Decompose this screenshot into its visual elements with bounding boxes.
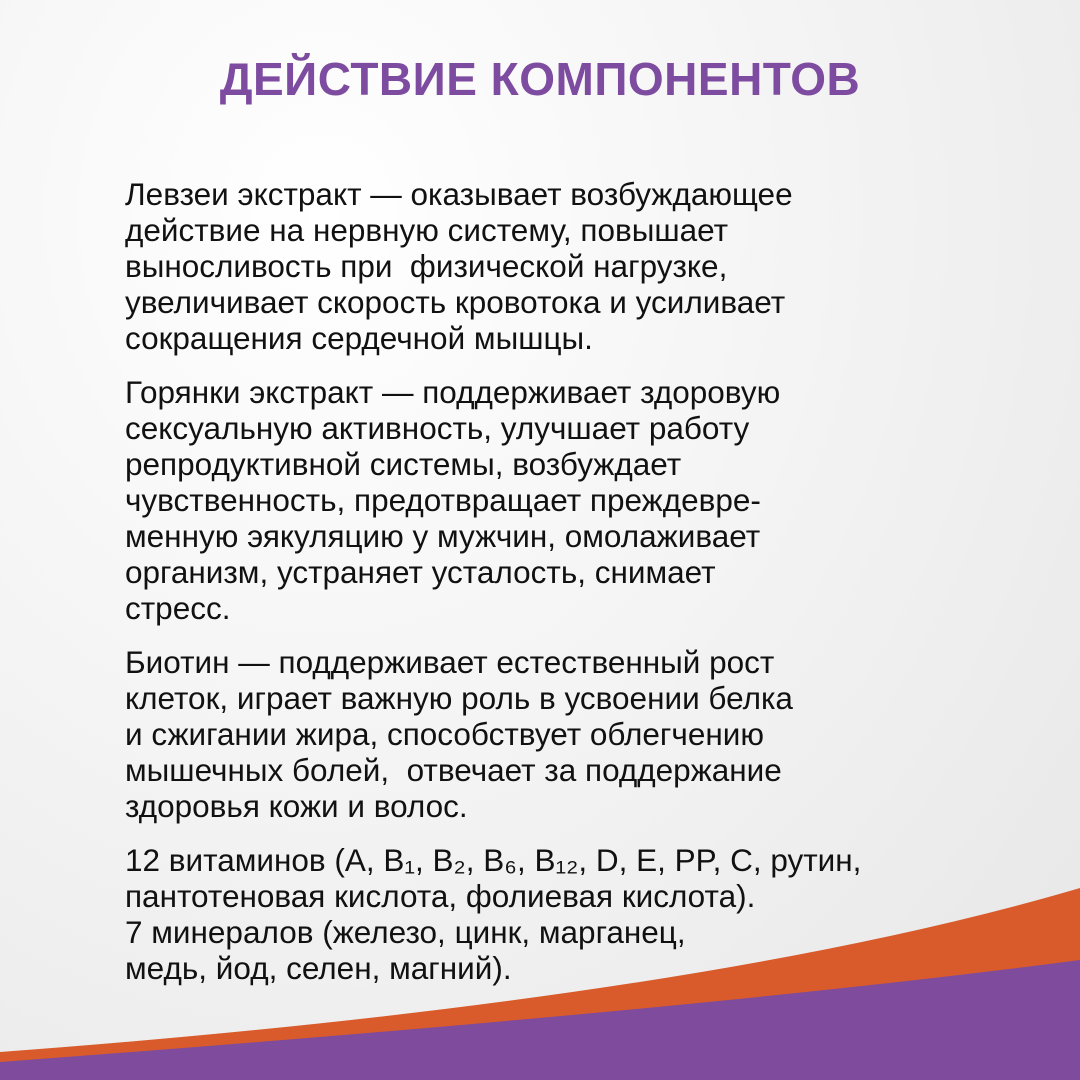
text-line: 12 витаминов (A, B₁, B₂, B₆, B₁₂, D, E, PP, C, рутин, bbox=[125, 842, 862, 878]
components-description bbox=[125, 176, 861, 1004]
text-line: мышечных болей, отвечает за поддержание bbox=[125, 752, 782, 788]
text-line: действие на нервную систему, повышает bbox=[125, 212, 729, 248]
text-line: стресс. bbox=[125, 590, 231, 626]
text-line: медь, йод, селен, магний). bbox=[125, 950, 512, 986]
text-line: пантотеновая кислота, фолиевая кислота). bbox=[125, 878, 756, 914]
text-line: выносливость при физической нагрузке, bbox=[125, 248, 728, 284]
paragraph bbox=[125, 644, 861, 824]
text-line: и сжигании жира, способствует облегчению bbox=[125, 716, 764, 752]
text-line: сексуальную активность, улучшает работу bbox=[125, 410, 750, 446]
page-title: ДЕЙСТВИЕ КОМПОНЕНТОВ bbox=[219, 53, 861, 105]
paragraph bbox=[125, 176, 861, 356]
text-line: репродуктивной системы, возбуждает bbox=[125, 446, 682, 482]
text-line: Горянки экстракт — поддерживает здоровую bbox=[125, 374, 781, 410]
paragraph bbox=[125, 842, 861, 986]
text-line: организм, устраняет усталость, снимает bbox=[125, 554, 716, 590]
text-line: сокращения сердечной мышцы. bbox=[125, 320, 593, 356]
text-line: 7 минералов (железо, цинк, марганец, bbox=[125, 914, 686, 950]
text-line: чувственность, предотвращает преждевре- bbox=[125, 482, 761, 518]
text-line: клеток, играет важную роль в усвоении белка bbox=[125, 680, 793, 716]
paragraph bbox=[125, 374, 861, 626]
text-line: менную эякуляцию у мужчин, омолаживает bbox=[125, 518, 761, 554]
text-line: увеличивает скорость кровотока и усиливает bbox=[125, 284, 786, 320]
text-line: Левзеи экстракт — оказывает возбуждающее bbox=[125, 176, 793, 212]
text-line: Биотин — поддерживает естественный рост bbox=[125, 644, 775, 680]
text-line: здоровья кожи и волос. bbox=[125, 788, 468, 824]
